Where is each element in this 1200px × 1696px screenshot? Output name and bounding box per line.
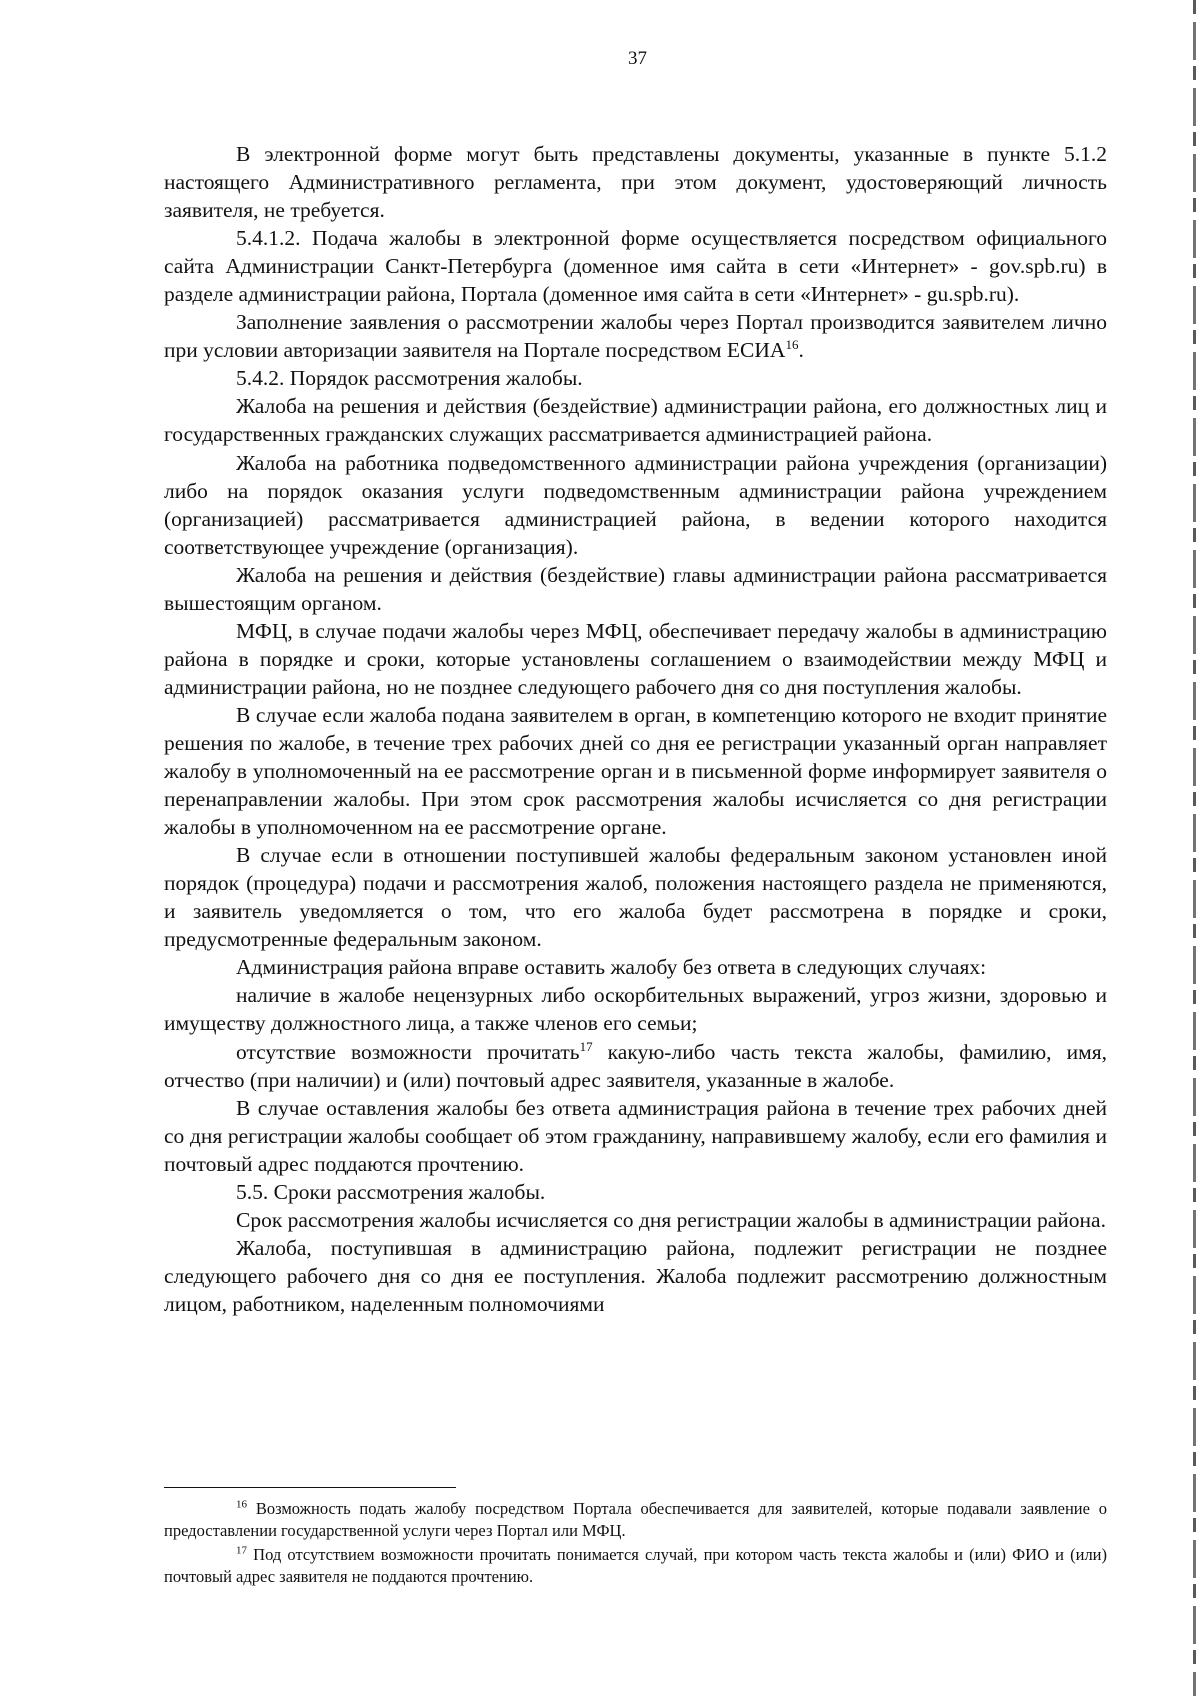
section-heading: 5.5. Сроки рассмотрения жалобы.	[236, 1179, 546, 1204]
scan-edge	[1193, 0, 1196, 1696]
paragraph: Жалоба на работника подведомственного администрации района учреждения (организации) либо на порядок оказания услуги подведомственным администрации района учреждением (организацией) рассматривается администрацией района, в ведении которого находится соответствующее учреждение (организация).	[164, 450, 1107, 559]
paragraph: В случае если жалоба подана заявителем в орган, в компетенцию которого не входит принятие решения по жалобе, в течение трех рабочих дней со дня ее регистрации указанный орган направляет жалобу в уполномоченный на ее рассмотрение орган и в письменной форме информирует заявителя о перенаправлении жалобы. При этом срок рассмотрения жалобы исчисляется со дня регистрации жалобы в уполномоченном на ее рассмотрение органе.	[164, 702, 1107, 840]
footnote-number: 17	[236, 1544, 247, 1557]
page-number: 37	[628, 48, 647, 69]
paragraph	[164, 308, 1107, 364]
paragraph-text: отсутствие возможности прочитать	[236, 1039, 580, 1064]
paragraph: В случае оставления жалобы без ответа администрация района в течение трех рабочих дней со дня регистрации жалобы сообщает об этом гражданину, направившему жалобу, если его фамилия и почтовый адрес поддаются прочтению.	[164, 1095, 1107, 1176]
paragraph-tail: какую-либо часть текста жалобы, фамилию, имя, отчество (при наличии) и (или) почтовый адрес заявителя, указанные в жалобе.	[164, 1039, 1107, 1092]
paragraph-text: Заполнение заявления о рассмотрении жалобы через Портал производится заявителем лично при условии авторизации заявителя на Портале посредством ЕСИА	[164, 310, 1107, 363]
footnotes	[164, 1498, 1107, 1590]
paragraph: 5.4.1.2. Подача жалобы в электронной форме осуществляется посредством официального сайта Администрации Санкт-Петербурга (доменное имя сайта в сети «Интернет» - gov.spb.ru) в разделе администрации района, Портала (доменное имя сайта в сети «Интернет» - gu.spb.ru).	[164, 226, 1107, 307]
footnote-divider	[164, 1487, 456, 1488]
paragraph-tail: .	[798, 338, 804, 363]
footnote-ref: 17	[579, 1038, 593, 1054]
paragraph: наличие в жалобе нецензурных либо оскорбительных выражений, угроз жизни, здоровью и имуществу должностного лица, а также членов его семьи;	[164, 983, 1107, 1036]
paragraph	[164, 1038, 1107, 1094]
footnote-text: Под отсутствием возможности прочитать понимается случай, при котором часть текста жалобы и (или) ФИО и (или) почтовый адрес заявителя не поддаются прочтению.	[164, 1545, 1108, 1586]
paragraph: В случае если в отношении поступившей жалобы федеральным законом установлен иной порядок (процедура) подачи и рассмотрения жалоб, положения настоящего раздела не применяются, и заявитель уведомляется о том, что его жалоба будет рассмотрена в порядке и сроки, предусмотренные федеральным законом.	[164, 843, 1107, 952]
footnote	[164, 1498, 1107, 1542]
footnote	[164, 1544, 1107, 1588]
paragraph: Жалоба, поступившая в администрацию района, подлежит регистрации не позднее следующего рабочего дня со дня ее поступления. Жалоба подлежит рассмотрению должностным лицом, работником, наделенным полномочиями	[164, 1235, 1107, 1316]
footnote-number: 16	[236, 1498, 247, 1511]
paragraph: В электронной форме могут быть представлены документы, указанные в пункте 5.1.2 настоящего Административного регламента, при этом документ, удостоверяющий личность заявителя, не требуется.	[164, 142, 1107, 223]
paragraph: Администрация района вправе оставить жалобу без ответа в следующих случаях:	[236, 955, 987, 980]
section-heading: 5.4.2. Порядок рассмотрения жалобы.	[236, 366, 583, 391]
document-body	[164, 140, 1107, 1318]
footnote-text: Возможность подать жалобу посредством Портала обеспечивается для заявителей, которые подавали заявление о предоставлении государственной услуги через Портал или МФЦ.	[164, 1499, 1107, 1540]
paragraph: МФЦ, в случае подачи жалобы через МФЦ, обеспечивает передачу жалобы в администрацию района в порядке и сроки, которые установлены соглашением о взаимодействии между МФЦ и администрации района, но не позднее следующего рабочего дня со дня поступления жалобы.	[164, 618, 1107, 699]
paragraph: Срок рассмотрения жалобы исчисляется со дня регистрации жалобы в администрации района.	[236, 1207, 1106, 1232]
footnote-ref: 16	[785, 337, 799, 353]
paragraph: Жалоба на решения и действия (бездействие) администрации района, его должностных лиц и государственных гражданских служащих рассматривается администрацией района.	[164, 394, 1107, 447]
paragraph: Жалоба на решения и действия (бездействие) главы администрации района рассматривается вышестоящим органом.	[164, 562, 1107, 615]
